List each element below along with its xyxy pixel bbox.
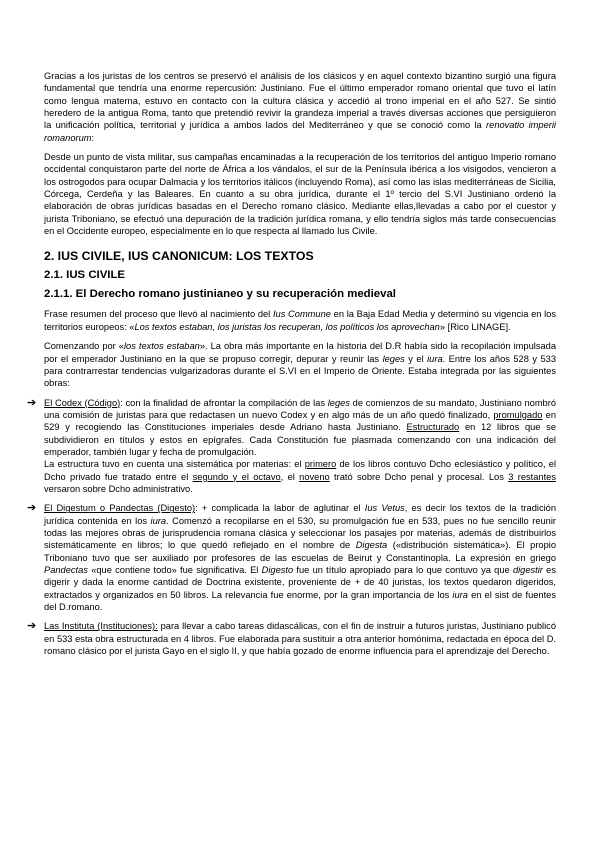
- text-run: es digerir y dada la enorme cantidad de Doctrina existente, proveniente de + de 40 juristas, los textos quedaron digeridos, extractados y organizados en 50 libros. La relevancia fue enorme, por la gran importancia de los: [44, 565, 556, 600]
- text-run: :: [91, 132, 95, 143]
- underlined-term: promulgado: [493, 409, 543, 420]
- text-run: versaron sobre Dcho administrativo.: [44, 483, 193, 494]
- italic-term: iura: [452, 589, 468, 600]
- italic-term: digestir: [512, 565, 543, 575]
- text-run: » [Rico LINAGE].: [439, 321, 511, 332]
- instituta-paragraph: [44, 620, 556, 657]
- text-run: : + complicada la labor de aglutinar el: [195, 503, 365, 514]
- underlined-term: segundo y el octavo: [192, 471, 281, 482]
- paragraph-frase-resumen: [44, 308, 556, 333]
- text-run: para llevar a cabo tareas didascálicas, con el fin de instruir a futuros juristas, Justiniano publicó en 533 esta obra estructurada en 4 libros. Fue elaborada para sustituir a otra anterior homónima, redactada en época del D. romano clásico por el jurista Gayo en el siglo II, y que había gozado de enorme influencia para el aprendizaje del Derecho.: [44, 621, 556, 657]
- digesto-paragraph: [44, 502, 556, 613]
- text-run: . Comenzó a recopilarse en el 530, su promulgación fue en 533, pues no fue sencillo reunir todas las mejores obras de jurisprudencia romana clásica y seleccionar los pasajes por materias, además de distribuirlos sistemáticamente en libros; lo que quedó reflejado en el nombre de: [44, 515, 556, 551]
- italic-term: iura: [150, 515, 167, 526]
- text-run: , el: [280, 471, 300, 482]
- arrow-right-icon: ➔: [27, 620, 37, 633]
- underlined-term: primero: [304, 459, 337, 470]
- text-run: . Entre los años 528 y 533 para contrarrestar tendencias vulgarizadoras durante el S.VI en el Imperio de Oriente. Estaba integrada por las siguientes obras:: [44, 353, 556, 389]
- text-run: de comienzos de su mandato, Justiniano nombró una comisión de juristas para que redactasen un nuevo Codex y en algo más de un año quedó finalizado,: [44, 397, 556, 420]
- underlined-title: El Digestum o Pandectas (Digesto): [44, 503, 196, 514]
- italic-quote: Los textos estaban, los juristas los recuperan, los políticos los aprovechan: [134, 321, 440, 332]
- italic-term: Digesta: [355, 540, 388, 551]
- text-run: «que contiene todo» fue significativa. El: [87, 565, 262, 575]
- list-item-instituta: [27, 620, 556, 657]
- text-run: trató sobre Dcho penal y procesal. Los: [329, 471, 509, 482]
- subsubsection-heading: 2.1.1. El Derecho romano justinianeo y su recuperación medieval: [44, 288, 396, 301]
- text-run: Comenzando por «: [44, 341, 124, 352]
- italic-term: leges: [382, 353, 405, 364]
- text-run: de los libros contuvo Dcho eclesiástico y político, el Dcho privado fue tratado entre el: [44, 459, 557, 482]
- text-run: ». La obra más importante en la historia del D.R había sido la recopilación impulsada por el emperador Justiniano en la que se propuso corregir, depurar y reunir las: [44, 341, 556, 364]
- paragraph-campanas: Desde un punto de vista militar, sus campañas encaminadas a la recuperación de los territorios del antiguo Imperio romano occidental conquistaron parte del norte de África a los vándalos, el sur de la Península ibérica a los visigodos, vencieron a los ostrogodos para ocupar Dalmacia y los territorios itálicos (incluyendo Roma), así como las islas mediterráneas de Sicilia, Córcega, Cerdeña y las Baleares. En cuanto a su obra jurídica, durante el 1º tercio del S.VI Justiniano ordenó la elaboración de obras jurídicas basadas en el Derecho romano clásico. Mediante ellas,llevadas a cabo por el cuestor y jurista Triboniano, se efectuó una depuración de la tradición jurídica romana, y ello tendría siglos más tarde consecuencias en el Occidente europeo, especialmente en lo que respecta al llamado Ius Civile.: [44, 152, 556, 237]
- italic-term: Ius Vetus: [364, 503, 405, 514]
- underlined-term: 3 restantes: [508, 471, 556, 482]
- italic-term: renovatio imperii romanorum: [44, 120, 556, 143]
- text-run: en el sist de fuentes del D.romano.: [44, 589, 556, 613]
- arrow-right-icon: ➔: [27, 502, 37, 515]
- italic-term: iura: [427, 353, 443, 364]
- arrow-right-icon: ➔: [27, 396, 37, 409]
- paragraph-comenzando: [44, 340, 556, 389]
- text-run: en la Baja Edad Media y determinó su vigencia en los territorios europeos: «: [44, 309, 557, 332]
- italic-quote: los textos estaban: [123, 341, 200, 352]
- text-run: : con la finalidad de afrontar la compilación de las: [120, 397, 328, 408]
- text-run: Gracias a los juristas de los centros se preservó el análisis de los clásicos y en aquel contexto bizantino surgió una figura fundamental que tendría una enorme repercusión: Justiniano. Fue el último emperador romano oriental que tuvo el latín como lengua materna, estuvo en contacto con la cultura clásica y accedió al trono imperial en el año 527. Se sintió heredero de la antigua Roma, tanto que pretendió revivir la grandeza imperial a través diversas acciones que persiguieron la unificación política, territorial y jurídica a ambos lados del Mediterráneo y que se conoció como la: [44, 71, 556, 131]
- text-run: en 529 y recogiendo las Constituciones imperiales desde Adriano hasta Justiniano.: [44, 409, 556, 433]
- underlined-title: Las Instituta (Instituciones):: [44, 621, 158, 632]
- list-item-digesto: [27, 502, 556, 613]
- italic-term: Digesto: [261, 565, 294, 575]
- subsection-heading: 2.1. IUS CIVILE: [44, 269, 126, 282]
- codex-paragraph: [44, 397, 556, 459]
- section-heading: 2. IUS CIVILE, IUS CANONICUM: LOS TEXTOS: [44, 249, 314, 264]
- text-run: Frase resumen del proceso que llevó al nacimiento del: [44, 309, 273, 320]
- text-run: en 12 libros que se subdividieron en títulos y estos en epígrafes. Cada Constitución fue plasmada comenzando con una indicación del emperador, también lugar y fecha de promulgación.: [44, 422, 556, 457]
- document-page: [27, 70, 557, 657]
- underlined-title: El Codex (Código): [44, 397, 121, 408]
- list-item-codex: [27, 396, 557, 496]
- text-run: , es decir los textos de la tradición jurídica contenida en los: [44, 503, 556, 526]
- italic-term: leges: [327, 397, 350, 408]
- italic-term: Ius Commune: [272, 309, 331, 320]
- text-run: y el: [404, 353, 428, 364]
- paragraph-justiniano-intro: [44, 70, 556, 144]
- text-run: («distribución sistemática»). El propio Triboniano tuvo que ser auxiliado por profesores de las escuelas de Beirut y Constantinopla. La expresión en griego: [44, 540, 556, 563]
- codex-structure-paragraph: [44, 458, 556, 495]
- text-run: La estructura tuvo en cuenta una sistemática por materias: el: [44, 459, 305, 470]
- text-run: fue un título apropiado para lo que contuvo ya que: [293, 565, 513, 575]
- italic-term: Pandectas: [44, 565, 88, 575]
- underlined-term: Estructurado: [406, 422, 460, 433]
- underlined-term: noveno: [299, 471, 330, 482]
